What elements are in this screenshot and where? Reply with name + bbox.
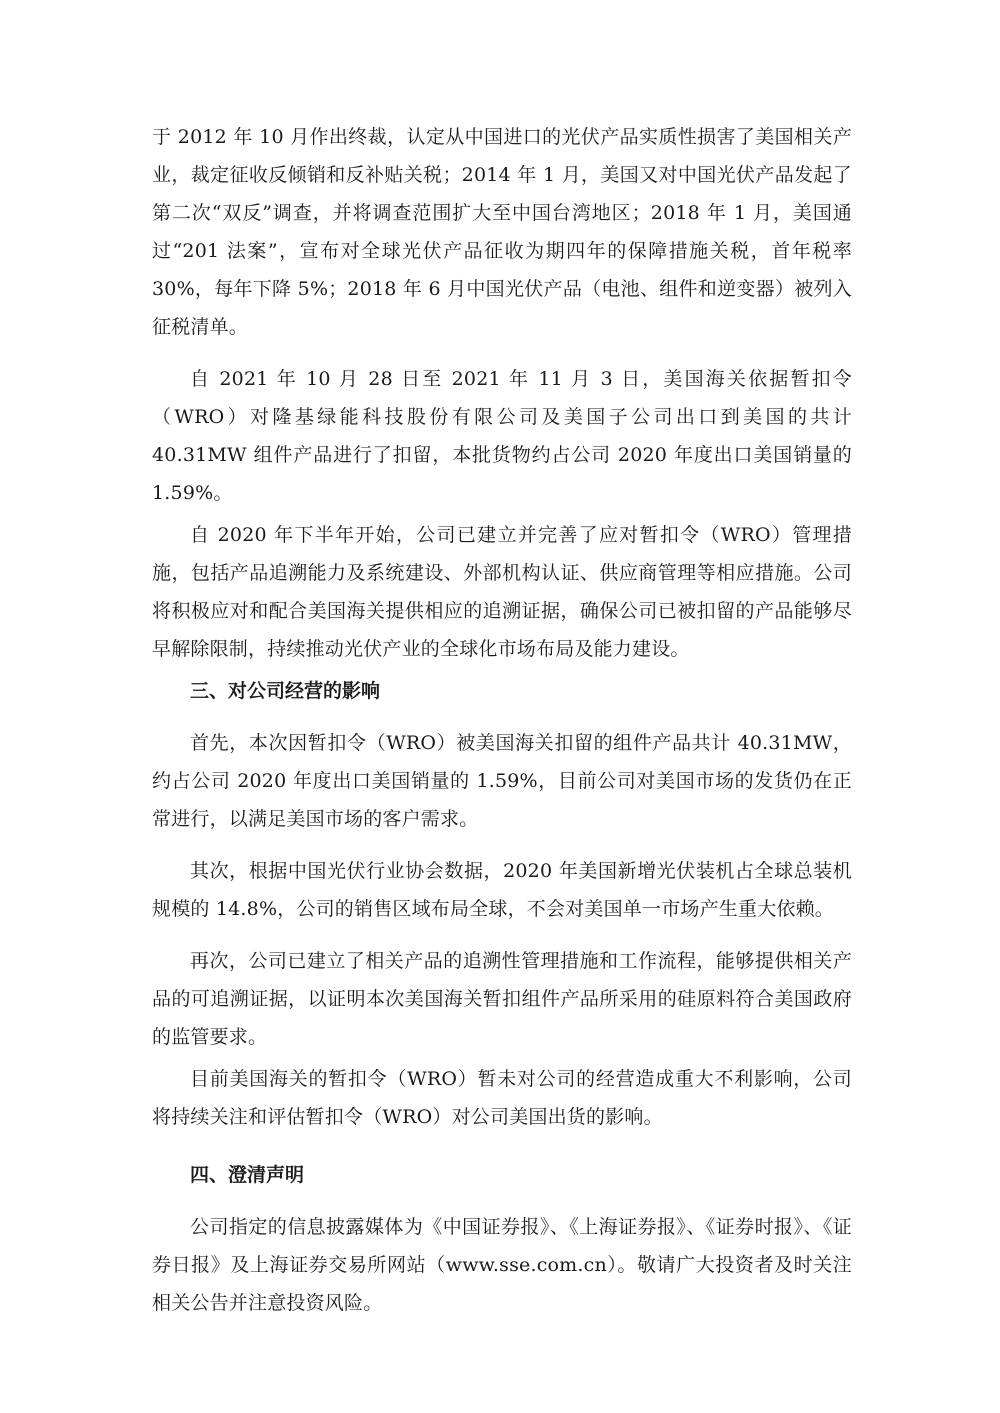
paragraph-customs-detention: 自 2021 年 10 月 28 日至 2021 年 11 月 3 日，美国海关依据暂扣令（WRO）对隆基绿能科技股份有限公司及美国子公司出口到美国的共计 40.31MW 组件产品进行了扣留，本批货物约占公司 2020 年度出口美国销量的 1.59%。 [152, 368, 852, 504]
paragraph-wro-measures: 自 2020 年下半年开始，公司已建立并完善了应对暂扣令（WRO）管理措施，包括产品追溯能力及系统建设、外部机构认证、供应商管理等相应措施。公司将积极应对和配合美国海关提供相应的追溯证据，确保公司已被扣留的产品能够尽早解除限制，持续推动光伏产业的全球化市场布局及能力建设。 [152, 524, 852, 660]
section-heading-clarification: 四、澄清声明 [190, 1164, 305, 1186]
paragraph-impact-first: 首先，本次因暂扣令（WRO）被美国海关扣留的组件产品共计 40.31MW，约占公司 2020 年度出口美国销量的 1.59%，目前公司对美国市场的发货仍在正常进行，以满足美国市场的客户需求。 [152, 732, 852, 830]
section-heading-impact: 三、对公司经营的影响 [190, 680, 381, 702]
paragraph-impact-current: 目前美国海关的暂扣令（WRO）暂未对公司的经营造成重大不利影响，公司将持续关注和评估暂扣令（WRO）对公司美国出货的影响。 [152, 1068, 852, 1128]
paragraph-trade-history: 于 2012 年 10 月作出终裁，认定从中国进口的光伏产品实质性损害了美国相关产业，裁定征收反倾销和反补贴关税；2014 年 1 月，美国又对中国光伏产品发起了第二次“双反”调查，并将调查范围扩大至中国台湾地区；2018 年 1 月，美国通过“201 法案”，宣布对全球光伏产品征收为期四年的保障措施关税，首年税率 30%，每年下降 5%；2018 年 6 月中国光伏产品（电池、组件和逆变器）被列入征税清单。 [152, 126, 852, 338]
paragraph-impact-third: 再次，公司已建立了相关产品的追溯性管理措施和工作流程，能够提供相关产品的可追溯证据，以证明本次美国海关暂扣组件产品所采用的硅原料符合美国政府的监管要求。 [152, 950, 852, 1048]
document-page [152, 118, 852, 1322]
paragraph-disclosure-media: 公司指定的信息披露媒体为《中国证券报》、《上海证券报》、《证券时报》、《证券日报》及上海证券交易所网站（www.sse.com.cn）。敬请广大投资者及时关注相关公告并注意投资风险。 [152, 1216, 852, 1314]
paragraph-impact-second: 其次，根据中国光伏行业协会数据，2020 年美国新增光伏装机占全球总装机规模的 14.8%，公司的销售区域布局全球，不会对美国单一市场产生重大依赖。 [152, 860, 852, 920]
